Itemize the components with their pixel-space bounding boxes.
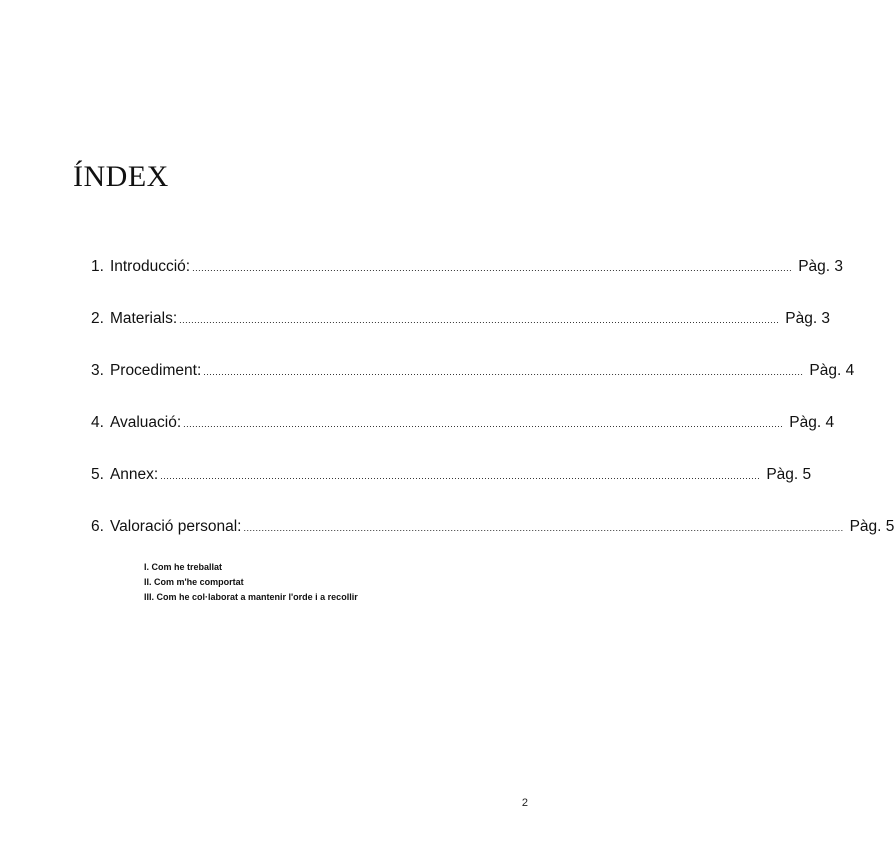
toc-item-procediment [91,362,855,386]
page-number: 2 [521,797,528,809]
toc-label: Introducció: [109,258,191,275]
toc-leader-dots: ........................................................................................................................................................................................................ [203,367,804,377]
toc-leader-dots: ........................................................................................................................................................................................................ [183,419,784,429]
toc-label: Materials: [109,310,178,327]
toc-item-introduccio [91,258,843,282]
toc-page: Pàg. 5 [849,518,894,535]
toc-page: Pàg. 4 [809,362,855,379]
toc-subitem: I. Com he treballat [144,562,223,572]
toc-leader-dots: ........................................................................................................................................................................................................ [160,471,761,481]
toc-page: Pàg. 4 [789,414,835,431]
toc-number: 6. [91,518,104,535]
index-title: ÍNDEX [73,160,169,193]
toc-label: Procediment: [109,362,202,379]
toc-subitems [144,560,358,605]
toc-label: Valoració personal: [109,518,242,535]
toc-item-valoracio-personal [91,518,894,542]
toc-label: Avaluació: [109,414,182,431]
toc-subitem: II. Com m'he comportat [144,577,244,587]
toc-leader-dots: ........................................................................................................................................................................................................ [243,523,844,533]
toc-item-materials [91,310,831,334]
toc-number: 2. [91,310,104,327]
toc-number: 1. [91,258,104,275]
toc-page: Pàg. 5 [766,466,812,483]
toc-leader-dots: ........................................................................................................................................................................................................ [192,263,793,273]
toc-subitem: III. Com he col·laborat a mantenir l'orde i a recollir [144,592,358,602]
toc-item-avaluacio [91,414,835,438]
toc-number: 4. [91,414,104,431]
toc-label: Annex: [109,466,159,483]
toc-page: Pàg. 3 [785,310,831,327]
toc-item-annex [91,466,812,490]
toc-page: Pàg. 3 [798,258,843,275]
toc-leader-dots: ........................................................................................................................................................................................................ [179,315,780,325]
toc-number: 5. [91,466,104,483]
toc-number: 3. [91,362,104,379]
